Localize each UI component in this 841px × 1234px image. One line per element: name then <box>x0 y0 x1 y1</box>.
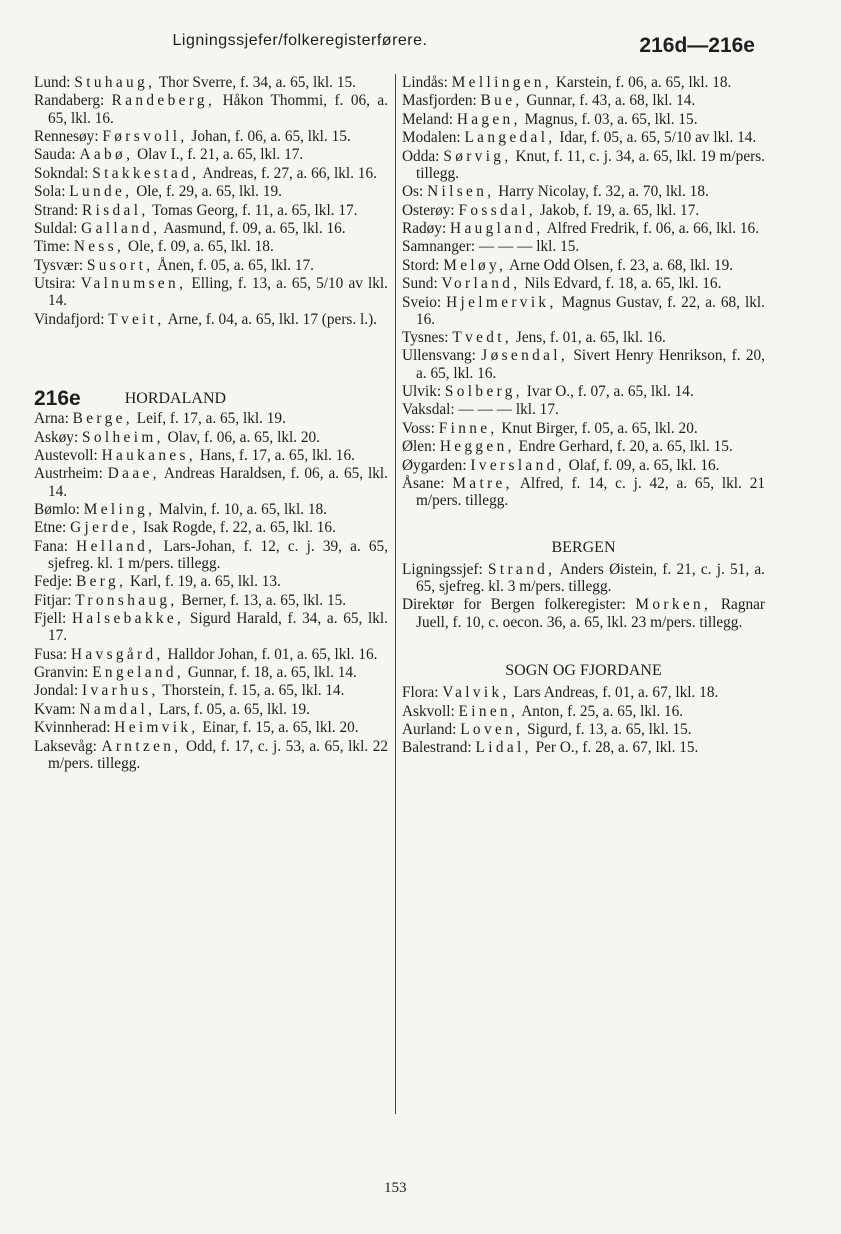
entry-place: Granvin: <box>34 664 89 682</box>
entry-details: Karl, f. 19, a. 65, lkl. 13. <box>126 573 281 591</box>
entry-place: Austrheim: <box>34 465 103 483</box>
entry-list-hordaland <box>34 410 388 772</box>
directory-entry <box>34 429 388 446</box>
entry-place: Lund: <box>34 74 71 91</box>
directory-entry <box>402 148 765 182</box>
entry-details: Tomas Georg, f. 11, a. 65, lkl. 17. <box>148 201 358 219</box>
entry-surname: Valnumsen, <box>80 275 187 293</box>
entry-place: Utsira: <box>34 275 76 293</box>
entry-surname: Galland, <box>81 219 161 237</box>
entry-details: Sigurd, f. 13, a. 65, lkl. 15. <box>523 721 692 738</box>
entry-surname: Tveit, <box>108 310 165 328</box>
entry-place: Fjell: <box>34 610 67 628</box>
directory-entry <box>34 610 388 644</box>
directory-entry <box>34 646 388 663</box>
directory-entry <box>402 257 765 274</box>
entry-surname: Solberg, <box>444 383 523 401</box>
entry-place: Askøy: <box>34 428 79 446</box>
entry-place: Fitjar: <box>34 591 72 609</box>
entry-surname: Langedal, <box>464 129 556 147</box>
entry-place: Laksevåg: <box>34 737 97 755</box>
directory-entry <box>402 596 765 630</box>
entry-details: Alfred Fredrik, f. 06, a. 66, lkl. 16. <box>543 219 760 237</box>
entry-details: Lars Andreas, f. 01, a. 67, lkl. 18. <box>509 684 719 702</box>
entry-place: Sokndal: <box>34 164 89 182</box>
entry-place: Tysvær: <box>34 256 84 274</box>
entry-surname: Mellingen, <box>451 74 553 91</box>
entry-details: Isak Rogde, f. 22, a. 65, lkl. 16. <box>139 519 336 537</box>
entry-surname: Gjerde, <box>70 519 140 537</box>
entry-surname: Susort, <box>86 256 154 274</box>
entry-surname: Aabø, <box>79 146 134 164</box>
entry-details: Knut Birger, f. 05, a. 65, lkl. 20. <box>497 419 698 437</box>
entry-details: Gunnar, f. 43, a. 68, lkl. 14. <box>522 92 696 110</box>
entry-surname: Jøsendal, <box>481 347 569 365</box>
directory-entry <box>34 538 388 572</box>
entry-surname: Halsebakke, <box>71 610 185 628</box>
entry-place: Balestrand: <box>402 739 472 757</box>
entry-surname: Sørvig, <box>443 147 512 165</box>
entry-details: Magnus Gustav, f. 22, a. 68, lkl. 16. <box>416 293 765 328</box>
entry-details: — — — lkl. 17. <box>458 401 559 419</box>
directory-entry <box>34 465 388 499</box>
entry-place: Aurland: <box>402 721 457 738</box>
entry-place: Sola: <box>34 183 66 201</box>
entry-surname: Stakkestad, <box>92 164 200 182</box>
directory-entry <box>402 347 765 381</box>
section-heading-bergen: BERGEN <box>551 538 616 556</box>
entry-surname: Meling, <box>83 500 156 518</box>
directory-entry <box>402 721 765 738</box>
entry-details: Malvin, f. 10, a. 65, lkl. 18. <box>155 500 327 518</box>
entry-surname: Arntzen, <box>101 737 182 755</box>
running-header-pages: 216d—216e <box>639 34 755 57</box>
entry-place: Ølen: <box>402 438 436 456</box>
entry-place: Meland: <box>402 110 453 128</box>
entry-place: Kvam: <box>34 700 76 718</box>
directory-entry <box>402 703 765 720</box>
entry-place: Åsane: <box>402 475 445 493</box>
directory-entry <box>34 592 388 609</box>
directory-entry <box>402 183 765 200</box>
directory-entry <box>34 128 388 145</box>
entry-surname: Havsgård, <box>70 645 164 663</box>
entry-surname: Haugland, <box>450 219 544 237</box>
entry-surname: Finne, <box>438 419 498 437</box>
entry-surname: Stuhaug, <box>74 74 156 91</box>
directory-entry <box>402 294 765 328</box>
entry-place: Ullensvang: <box>402 347 476 365</box>
section-title: HORDALAND <box>124 389 227 407</box>
entry-surname: Risdal, <box>82 201 149 219</box>
entry-place: Etne: <box>34 519 67 537</box>
entry-details: Leif, f. 17, a. 65, lkl. 19. <box>132 410 286 428</box>
entry-surname: Loven, <box>460 721 524 738</box>
directory-entry <box>34 183 388 200</box>
entry-surname: Matre, <box>452 475 513 493</box>
entry-details: Aasmund, f. 09, a. 65, lkl. 16. <box>160 219 346 237</box>
entry-surname: Vorland, <box>441 275 521 293</box>
entry-place: Odda: <box>402 147 440 165</box>
section-number: 216e <box>34 386 81 410</box>
entry-details: Olav, f. 06, a. 65, lkl. 20. <box>163 428 320 446</box>
entry-surname: Hjelmervik, <box>446 293 557 311</box>
entry-details: Arne, f. 04, a. 65, lkl. 17 (pers. l.). <box>164 310 378 328</box>
entry-details: Anton, f. 25, a. 65, lkl. 16. <box>518 702 684 720</box>
entry-list-hordaland-continued <box>402 74 765 509</box>
directory-entry <box>402 202 765 219</box>
page-number: 153 <box>384 1180 407 1196</box>
entry-list-rogaland-continued <box>34 74 388 328</box>
entry-details: Knut, f. 11, c. j. 34, a. 65, lkl. 19 m/pers. tillegg. <box>416 147 765 182</box>
directory-entry <box>402 401 765 418</box>
directory-entry <box>402 561 765 595</box>
entry-place: Tysnes: <box>402 329 449 347</box>
entry-place: Radøy: <box>402 219 447 237</box>
entry-details: Einar, f. 15, a. 65, lkl. 20. <box>198 719 359 737</box>
directory-entry <box>34 238 388 255</box>
directory-entry <box>402 238 765 255</box>
entry-list-bergen <box>402 561 765 631</box>
entry-surname: Lunde, <box>69 183 133 201</box>
entry-details: Per O., f. 28, a. 67, lkl. 15. <box>531 739 699 757</box>
entry-place: Sveio: <box>402 293 442 311</box>
entry-place: Lindås: <box>402 74 448 91</box>
entry-details: Gunnar, f. 18, a. 65, lkl. 14. <box>184 664 357 682</box>
entry-place: Vaksdal: <box>402 401 455 419</box>
entry-surname: Einen, <box>458 702 519 720</box>
directory-entry <box>402 457 765 474</box>
entry-details: Ivar O., f. 07, a. 65, lkl. 14. <box>522 383 694 401</box>
entry-place: Strand: <box>34 201 79 219</box>
directory-entry <box>402 739 765 756</box>
entry-details: Elling, f. 13, a. 65, 5/10 av lkl. 14. <box>48 275 388 310</box>
section-heading-sogn-og-fjordane: SOGN OG FJORDANE <box>505 662 662 680</box>
directory-entry <box>402 329 765 346</box>
directory-entry <box>34 501 388 518</box>
entry-details: Sivert Henry Henrikson, f. 20, a. 65, lkl. 16. <box>416 347 766 382</box>
directory-entry <box>34 257 388 274</box>
section-gap <box>34 329 388 389</box>
directory-entry <box>402 684 765 701</box>
entry-place: Fusa: <box>34 645 68 663</box>
column-divider <box>395 74 396 1114</box>
entry-surname: Bue, <box>480 92 523 110</box>
directory-entry <box>34 92 388 126</box>
entry-surname: Fossdal, <box>458 201 537 219</box>
entry-details: Anders Øistein, f. 21, c. j. 51, a. 65, sjefreg. kl. 3 m/pers. tillegg. <box>416 560 766 596</box>
entry-details: Ånen, f. 05, a. 65, lkl. 17. <box>153 256 315 274</box>
section-heading-hordaland <box>34 386 388 410</box>
directory-entry <box>402 275 765 292</box>
entry-details: Magnus, f. 03, a. 65, lkl. 15. <box>520 110 698 128</box>
entry-surname: Hagen, <box>456 110 521 128</box>
entry-surname: Berg, <box>76 573 127 591</box>
entry-place: Stord: <box>402 256 440 274</box>
entry-details: Jens, f. 01, a. 65, lkl. 16. <box>512 329 666 347</box>
directory-entry <box>402 92 765 109</box>
directory-entry <box>34 275 388 309</box>
directory-entry <box>34 447 388 464</box>
directory-entry <box>34 146 388 163</box>
directory-entry <box>34 701 388 718</box>
entry-place: Os: <box>402 183 424 201</box>
directory-entry <box>34 220 388 237</box>
directory-entry <box>402 129 765 146</box>
entry-surname: Berge, <box>72 410 133 428</box>
entry-surname: Morken, <box>635 596 712 614</box>
entry-surname: Valvik, <box>442 684 510 702</box>
entry-details: Thorstein, f. 15, a. 65, lkl. 14. <box>158 682 345 700</box>
entry-details: Alfred, f. 14, c. j. 42, a. 65, lkl. 21 m/pers. tillegg. <box>416 475 766 510</box>
directory-entry <box>34 682 388 699</box>
entry-details: Johan, f. 06, a. 65, lkl. 15. <box>187 127 351 145</box>
entry-surname: Ivarhus, <box>82 682 159 700</box>
entry-place: Sund: <box>402 275 438 293</box>
entry-surname: Lidal, <box>475 739 532 757</box>
entry-details: Odd, f. 17, c. j. 53, a. 65, lkl. 22 m/pers. tillegg. <box>48 737 389 772</box>
entry-place: Arna: <box>34 410 69 428</box>
directory-entry <box>34 573 388 590</box>
entry-details: Thor Sverre, f. 34, a. 65, lkl. 15. <box>155 74 356 91</box>
left-column <box>34 74 388 773</box>
entry-details: Berner, f. 13, a. 65, lkl. 15. <box>177 591 347 609</box>
entry-details: Ragnar Juell, f. 10, c. oecon. 36, a. 65, lkl. 23 m/pers. tillegg. <box>416 596 766 631</box>
entry-details: Olav I., f. 21, a. 65, lkl. 17. <box>133 146 304 164</box>
directory-entry <box>402 111 765 128</box>
entry-place: Fana: <box>34 537 68 555</box>
entry-details: Jakob, f. 19, a. 65, lkl. 17. <box>536 201 700 219</box>
entry-place: Randaberg: <box>34 92 105 110</box>
entry-details: Olaf, f. 09, a. 65, lkl. 16. <box>564 456 720 474</box>
entry-details: Lars, f. 05, a. 65, lkl. 19. <box>155 700 310 718</box>
entry-place: Øygarden: <box>402 456 467 474</box>
entry-place: Modalen: <box>402 129 461 147</box>
entry-place: Ulvik: <box>402 383 442 401</box>
directory-entry <box>402 74 765 91</box>
directory-entry <box>34 202 388 219</box>
entry-details: — — — lkl. 15. <box>478 238 580 256</box>
entry-place: Samnanger: <box>402 238 476 256</box>
entry-details: Lars-Johan, f. 12, c. j. 39, a. 65, sjefreg. kl. 1 m/pers. tillegg. <box>48 537 389 572</box>
directory-entry <box>402 420 765 437</box>
entry-place: Time: <box>34 238 70 256</box>
entry-place: Askvoll: <box>402 702 455 720</box>
entry-place: Kvinnherad: <box>34 719 111 737</box>
running-header-title: Ligningssjefer/folkeregisterførere. <box>172 32 428 49</box>
entry-surname: Nilsen, <box>427 183 495 201</box>
entry-details: Arne Odd Olsen, f. 23, a. 68, lkl. 19. <box>506 256 734 274</box>
entry-details: Andreas Haraldsen, f. 06, a. 65, lkl. 14. <box>48 465 388 500</box>
entry-place: Suldal: <box>34 219 78 237</box>
entry-surname: Tvedt, <box>452 329 513 347</box>
entry-details: Sigurd Harald, f. 34, a. 65, lkl. 17. <box>48 610 388 645</box>
entry-surname: Heggen, <box>439 438 515 456</box>
entry-place: Bømlo: <box>34 500 80 518</box>
entry-surname: Namdal, <box>79 700 156 718</box>
entry-place: Flora: <box>402 684 439 702</box>
right-column <box>402 74 765 758</box>
entry-place: Sauda: <box>34 146 76 164</box>
entry-details: Andreas, f. 27, a. 66, lkl. 16. <box>199 164 377 182</box>
directory-entry <box>34 664 388 681</box>
directory-entry <box>34 719 388 736</box>
entry-details: Karstein, f. 06, a. 65, lkl. 18. <box>552 74 732 91</box>
entry-surname: Førsvoll, <box>102 127 188 145</box>
entry-details: Endre Gerhard, f. 20, a. 65, lkl. 15. <box>514 438 733 456</box>
entry-place: Ligningssjef: <box>402 560 483 578</box>
entry-list-sogn-og-fjordane <box>402 684 765 756</box>
entry-place: Jondal: <box>34 682 79 700</box>
directory-entry <box>402 438 765 455</box>
entry-surname: Haukanes, <box>101 446 197 464</box>
entry-place: Osterøy: <box>402 201 455 219</box>
entry-surname: Meløy, <box>443 256 507 274</box>
entry-surname: Solheim, <box>82 428 164 446</box>
entry-details: Halldor Johan, f. 01, a. 65, lkl. 16. <box>163 645 378 663</box>
directory-entry <box>34 738 388 772</box>
directory-entry <box>34 519 388 536</box>
entry-details: Håkon Thommi, f. 06, a. 65, lkl. 16. <box>48 92 388 127</box>
entry-surname: Ness, <box>73 238 125 256</box>
entry-surname: Strand, <box>487 560 556 578</box>
entry-details: Ole, f. 29, a. 65, lkl. 19. <box>132 183 282 201</box>
entry-place: Direktør for Bergen folkeregister: <box>402 596 626 614</box>
entry-details: Idar, f. 05, a. 65, 5/10 av lkl. 14. <box>555 129 757 147</box>
directory-entry <box>34 74 388 91</box>
entry-place: Voss: <box>402 419 435 437</box>
entry-details: Harry Nicolay, f. 32, a. 70, lkl. 18. <box>494 183 709 201</box>
entry-place: Austevoll: <box>34 446 98 464</box>
entry-place: Fedje: <box>34 573 73 591</box>
directory-entry <box>402 383 765 400</box>
directory-entry <box>402 220 765 237</box>
entry-details: Nils Edvard, f. 18, a. 65, lkl. 16. <box>520 275 722 293</box>
entry-details: Ole, f. 09, a. 65, lkl. 18. <box>124 238 274 256</box>
entry-surname: Iversland, <box>470 456 565 474</box>
entry-place: Vindafjord: <box>34 310 105 328</box>
directory-entry <box>34 165 388 182</box>
entry-surname: Helland, <box>76 537 156 555</box>
entry-surname: Randeberg, <box>111 92 216 110</box>
directory-entry <box>34 410 388 427</box>
entry-surname: Tronshaug, <box>75 591 178 609</box>
entry-surname: Engeland, <box>92 664 185 682</box>
entry-details: Hans, f. 17, a. 65, lkl. 16. <box>196 446 355 464</box>
entry-place: Rennesøy: <box>34 127 99 145</box>
entry-surname: Heimvik, <box>114 719 199 737</box>
entry-surname: Daae, <box>107 465 160 483</box>
directory-entry <box>402 475 765 509</box>
entry-place: Masfjorden: <box>402 92 477 110</box>
directory-entry <box>34 311 388 328</box>
